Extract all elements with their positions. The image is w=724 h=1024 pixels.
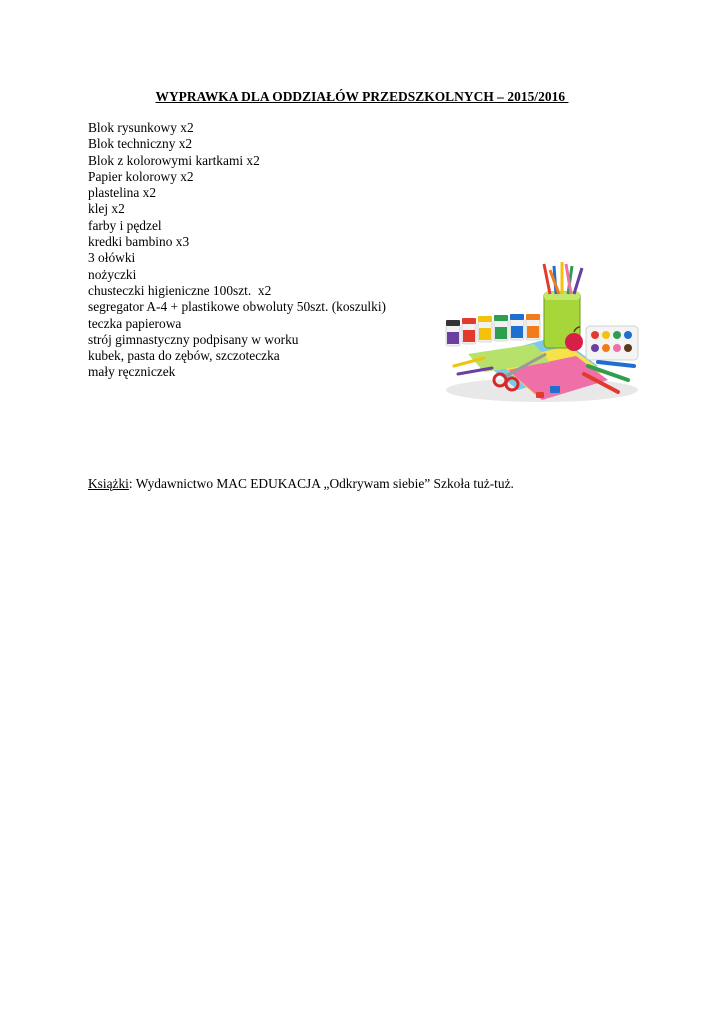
list-item: segregator A-4 + plastikowe obwoluty 50szt. (koszulki) (88, 299, 386, 315)
school-supplies-illustration (438, 262, 642, 412)
list-item: kredki bambino x3 (88, 234, 190, 250)
books-line (88, 476, 514, 492)
list-item: klej x2 (88, 201, 125, 217)
supplies-list (88, 120, 386, 381)
list-item: Blok z kolorowymi kartkami x2 (88, 152, 260, 168)
books-text: : Wydawnictwo MAC EDUKACJA „Odkrywam siebie” Szkoła tuż-tuż. (128, 476, 514, 491)
list-item: chusteczki higieniczne 100szt. x2 (88, 282, 272, 298)
list-item: 3 ołówki (88, 250, 136, 266)
list-item: mały ręczniczek (88, 364, 176, 380)
list-item: Blok rysunkowy x2 (88, 120, 194, 135)
list-item: strój gimnastyczny podpisany w worku (88, 331, 299, 347)
list-item: teczka papierowa (88, 315, 182, 331)
list-item: farby i pędzel (88, 217, 162, 233)
list-item: Blok techniczny x2 (88, 136, 193, 152)
list-item: kubek, pasta do zębów, szczoteczka (88, 348, 280, 364)
books-label: Książki (88, 476, 129, 491)
list-item: Papier kolorowy x2 (88, 168, 194, 184)
list-item: nożyczki (88, 266, 137, 282)
document-title: WYPRAWKA DLA ODDZIAŁÓW PRZEDSZKOLNYCH – 2015/2016 (155, 89, 569, 104)
list-item: plastelina x2 (88, 185, 157, 201)
